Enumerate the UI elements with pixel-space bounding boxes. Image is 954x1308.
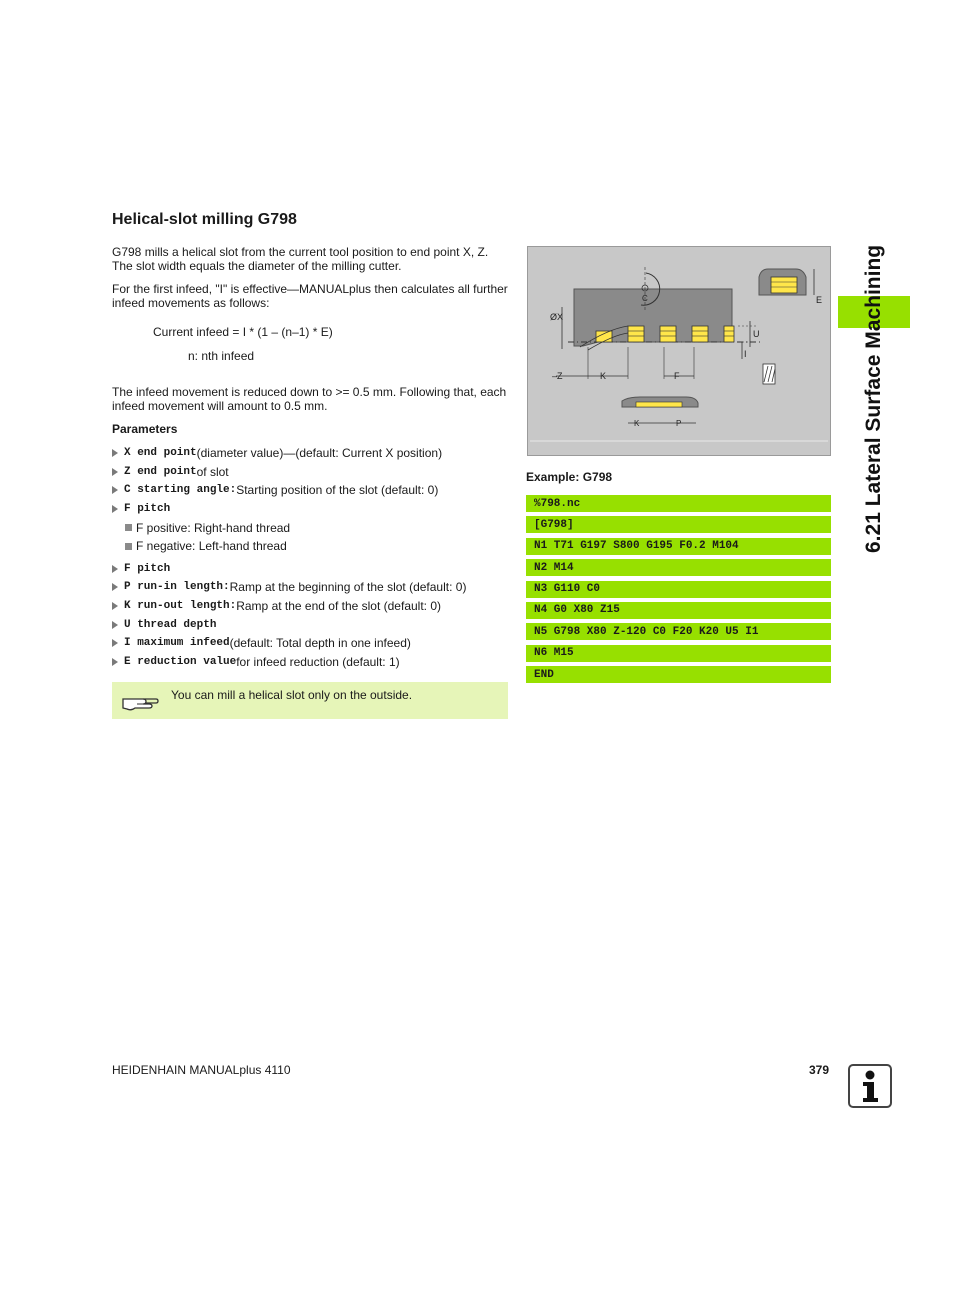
param-item: K run-out length: Ramp at the end of the slot (default: 0) bbox=[112, 597, 512, 616]
parameter-list bbox=[112, 444, 512, 671]
param-item: F pitch bbox=[112, 500, 512, 519]
label-z: –Z bbox=[552, 371, 563, 381]
nc-program bbox=[526, 495, 831, 688]
section-title: Helical-slot milling G798 bbox=[112, 211, 297, 228]
label-e: E bbox=[816, 295, 823, 305]
bullet-triangle-icon bbox=[112, 505, 118, 513]
intro-paragraph: G798 mills a helical slot from the current tool position to end point X, Z. The slot width equals the diameter of the milling cutter. bbox=[112, 245, 489, 273]
bullet-triangle-icon bbox=[112, 486, 118, 494]
infeed-formula: Current infeed = I * (1 – (n–1) * E) bbox=[153, 325, 333, 339]
param-item: F pitch bbox=[112, 560, 512, 579]
bullet-triangle-icon bbox=[112, 565, 118, 573]
page-number: 379 bbox=[809, 1063, 830, 1077]
helical-slot-figure bbox=[527, 246, 831, 456]
reduction-paragraph: The infeed movement is reduced down to >= 0.5 mm. Following that, each infeed movement will amount to 0.5 mm. bbox=[112, 385, 507, 413]
bullet-triangle-icon bbox=[112, 658, 118, 666]
label-k2: K bbox=[634, 419, 640, 428]
nc-line: [G798] bbox=[526, 516, 831, 533]
hand-pointer-icon bbox=[121, 691, 161, 718]
nc-line: N2 M14 bbox=[526, 559, 831, 576]
param-item: Z end point of slot bbox=[112, 463, 512, 482]
nc-line: N5 G798 X80 Z-120 C0 F20 K20 U5 I1 bbox=[526, 623, 831, 640]
bullet-triangle-icon bbox=[112, 468, 118, 476]
bullet-triangle-icon bbox=[112, 449, 118, 457]
nc-line: END bbox=[526, 666, 831, 683]
nc-line: N6 M15 bbox=[526, 645, 831, 662]
param-item: E reduction value for infeed reduction (default: 1) bbox=[112, 653, 512, 672]
bullet-triangle-icon bbox=[112, 583, 118, 591]
label-i: I bbox=[744, 349, 747, 359]
label-k: K bbox=[600, 371, 607, 381]
label-p: P bbox=[676, 419, 682, 428]
param-item: U thread depth bbox=[112, 615, 512, 634]
helical-slot-diagram bbox=[528, 247, 830, 455]
note-box bbox=[112, 682, 508, 719]
bullet-triangle-icon bbox=[112, 639, 118, 647]
nc-line: N4 G0 X80 Z15 bbox=[526, 602, 831, 619]
label-f: F bbox=[674, 371, 680, 381]
param-subitem: F negative: Left-hand thread bbox=[112, 537, 512, 556]
label-diameter-x: ØX bbox=[550, 312, 564, 322]
footer-text: HEIDENHAIN MANUALplus 4110 bbox=[112, 1063, 291, 1077]
nc-line: N3 G110 C0 bbox=[526, 581, 831, 598]
param-item: I maximum infeed (default: Total depth in one infeed) bbox=[112, 634, 512, 653]
side-section-title bbox=[840, 220, 900, 555]
bullet-square-icon bbox=[125, 524, 132, 531]
note-text: You can mill a helical slot only on the outside. bbox=[171, 688, 413, 702]
param-item: P run-in length: Ramp at the beginning of the slot (default: 0) bbox=[112, 578, 512, 597]
nc-line: N1 T71 G197 S800 G195 F0.2 M104 bbox=[526, 538, 831, 555]
label-u: U bbox=[753, 329, 760, 339]
param-item: C starting angle: Starting position of the slot (default: 0) bbox=[112, 481, 512, 500]
nc-line: %798.nc bbox=[526, 495, 831, 512]
info-icon bbox=[848, 1064, 892, 1108]
example-caption: Example: G798 bbox=[526, 470, 613, 484]
bullet-square-icon bbox=[125, 543, 132, 550]
param-subitem: F positive: Right-hand thread bbox=[112, 518, 512, 537]
label-c: C bbox=[642, 294, 648, 303]
formula-note: n: nth infeed bbox=[188, 349, 255, 363]
parameters-heading: Parameters bbox=[112, 422, 178, 436]
param-item: X end point (diameter value)—(default: Current X position) bbox=[112, 444, 512, 463]
infeed-paragraph: For the first infeed, "I" is effective—MANUALplus then calculates all further infeed movements as follows: bbox=[112, 282, 508, 310]
bullet-triangle-icon bbox=[112, 602, 118, 610]
bullet-triangle-icon bbox=[112, 621, 118, 629]
side-title-text: 6.21 Lateral Surface Machining bbox=[862, 244, 885, 553]
